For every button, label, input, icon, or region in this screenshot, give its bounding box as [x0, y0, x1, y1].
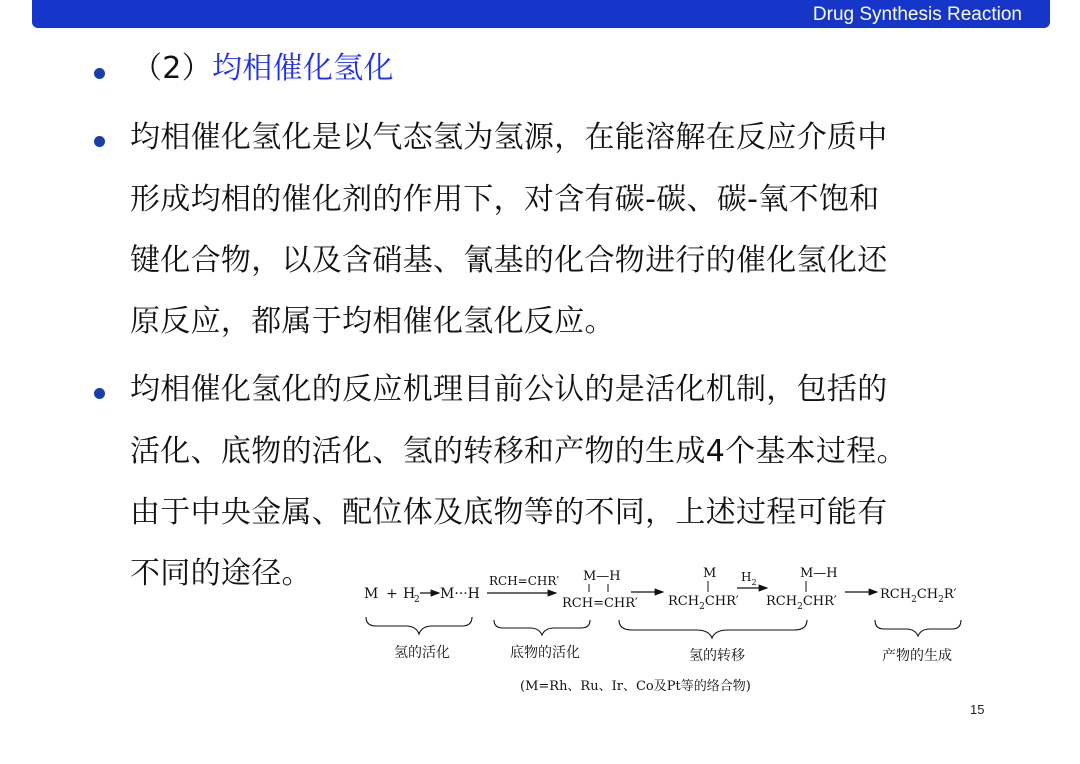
paragraph-line: 原反应，都属于均相催化氢化反应。 — [130, 304, 615, 339]
paragraph-line: 由于中央金属、配位体及底物等的不同，上述过程可能有 — [130, 495, 888, 530]
subheading-prefix: （2） — [132, 51, 212, 86]
alkyl-fragment: RCH — [766, 594, 798, 609]
metal-text: M — [364, 586, 379, 602]
product-subscript: 2 — [911, 595, 917, 605]
substrate-label: RCH=CHR′ — [489, 574, 560, 588]
final-product-text — [880, 587, 957, 605]
bullet-icon — [94, 388, 105, 399]
paragraph-line: 不同的途径。 — [130, 556, 312, 591]
bullet-icon — [94, 136, 105, 147]
hydrogen-text: H — [403, 586, 416, 602]
alkyl-subscript: 2 — [797, 602, 803, 612]
metal-alkyl-main-text — [668, 594, 739, 612]
h2-main: H — [741, 570, 752, 584]
hydride-alkyl-top-text: M—H — [800, 566, 838, 581]
product-fragment: CH — [916, 587, 939, 602]
metal-alkyl-top-text: M — [703, 566, 717, 581]
plus-text: + — [386, 586, 398, 602]
brace-line — [619, 620, 807, 638]
page-number: 15 — [970, 702, 985, 717]
h2-label — [741, 570, 757, 587]
scheme-footnote: (M=Rh、Ru、Ir、Co及Pt等的络合物) — [520, 679, 751, 694]
brace-line — [494, 620, 590, 635]
paragraph-line: 活化、底物的活化、氢的转移和产物的生成4个基本过程。 — [130, 434, 907, 469]
subheading-title: 均相催化氢化 — [212, 51, 394, 86]
step-label: 底物的活化 — [510, 645, 580, 661]
header-title: Drug Synthesis Reaction — [812, 4, 1022, 25]
paragraph-line: 均相催化氢化是以气态氢为氢源，在能溶解在反应介质中 — [130, 120, 888, 155]
paragraph-line: 形成均相的催化剂的作用下，对含有碳-碳、碳-氧不饱和 — [130, 182, 880, 217]
product-fragment: RCH — [880, 587, 912, 602]
product-subscript: 2 — [938, 595, 944, 605]
step-label: 氢的活化 — [394, 645, 450, 661]
alkyl-fragment: RCH — [668, 594, 700, 609]
paragraph-line: 键化合物，以及含硝基、氰基的化合物进行的催化氢化还 — [130, 243, 888, 278]
brace-line — [366, 617, 472, 634]
step-label: 产物的生成 — [882, 648, 952, 664]
complex-bottom-text: RCH=CHR′ — [562, 596, 638, 611]
step-label: 氢的转移 — [689, 648, 745, 664]
bullet-icon — [94, 68, 105, 79]
alkyl-subscript: 2 — [699, 602, 705, 612]
h2-subscript: 2 — [751, 578, 757, 587]
subheading — [132, 51, 394, 87]
hydrogen-subscript: 2 — [414, 595, 420, 605]
paragraph-line: 均相催化氢化的反应机理目前公认的是活化机制，包括的 — [130, 372, 888, 407]
alkyl-tail: CHR′ — [802, 594, 837, 609]
hydride-alkyl-main-text — [766, 594, 837, 612]
brace-line — [875, 620, 961, 636]
header-bar — [32, 0, 1050, 28]
product-tail: R′ — [943, 587, 957, 602]
complex-top-text: M—H — [583, 569, 621, 584]
activated-hydrogen-text: M···H — [440, 586, 480, 602]
alkyl-tail: CHR′ — [704, 594, 739, 609]
